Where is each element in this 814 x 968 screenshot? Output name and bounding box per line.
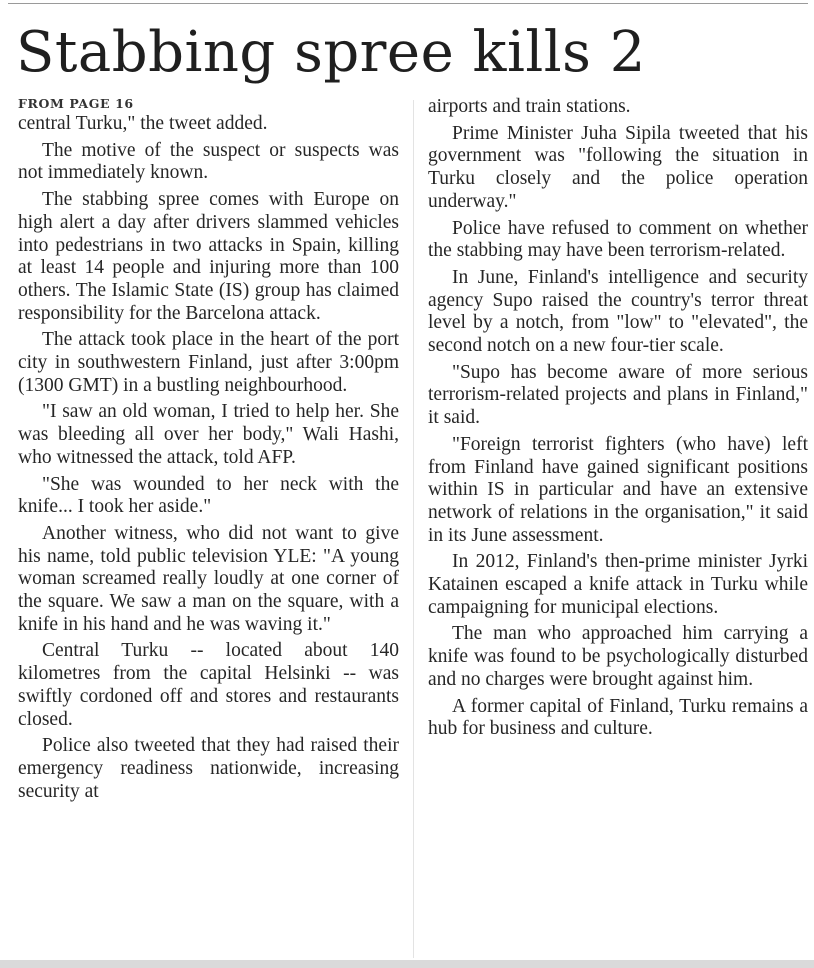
paragraph: In 2012, Finland's then-prime minister Jyrki Katainen escaped a knife attack in Turku while campaigning for municipal elections. — [428, 551, 808, 618]
paragraph: The stabbing spree comes with Europe on high alert a day after drivers slammed vehicles into pedestrians in two attacks in Spain, killing at least 14 people and injuring more than 100 others. The Islamic State (IS) group has claimed responsibility for the Barcelona attack. — [18, 189, 399, 324]
column-divider — [413, 100, 414, 958]
paragraph: central Turku," the tweet added. — [18, 113, 268, 134]
paragraph: The motive of the suspect or suspects was not immediately known. — [18, 139, 399, 184]
paragraph: Central Turku -- located about 140 kilometres from the capital Helsinki -- was swiftly cordoned off and stores and restaurants closed. — [18, 640, 399, 730]
paragraph: Police also tweeted that they had raised their emergency readiness nationwide, increasing security at — [18, 735, 399, 802]
paragraph: The attack took place in the heart of the port city in southwestern Finland, just after 3:00pm (1300 GMT) in a bustling neighbourhood. — [18, 329, 399, 396]
paragraph: Another witness, who did not want to give his name, told public television YLE: "A young woman screamed really loudly at one corner of the square. We saw a man on the square, with a knife in his hand and he was waving it." — [18, 522, 399, 635]
paragraph: "Supo has become aware of more serious terrorism-related projects and plans in Finland," it said. — [428, 361, 808, 429]
paragraph: In June, Finland's intelligence and security agency Supo raised the country's terror threat level by a notch, from "low" to "elevated", the second notch on a new four-tier scale. — [428, 266, 808, 357]
paragraph: Police have refused to comment on whether the stabbing may have been terrorism-related. — [428, 217, 808, 262]
top-rule — [8, 3, 808, 4]
paragraph: The man who approached him carrying a knife was found to be psychologically disturbed and no charges were brought against him. — [428, 623, 808, 690]
continuation-kicker: FROM PAGE 16 — [18, 96, 134, 111]
paragraph: "She was wounded to her neck with the knife... I took her aside." — [18, 473, 399, 518]
headline: Stabbing spree kills 2 — [16, 20, 646, 85]
paragraph: airports and train stations. — [428, 96, 631, 117]
paragraph: "Foreign terrorist fighters (who have) left from Finland have gained significant positions within IS in particular and have an extensive network of relations in the organisation," it said in its June assessment. — [428, 433, 808, 546]
paragraph: "I saw an old woman, I tried to help her. She was bleeding all over her body," Wali Hashi, who witnessed the attack, told AFP. — [18, 401, 399, 468]
paragraph: A former capital of Finland, Turku remains a hub for business and culture. — [428, 695, 808, 740]
right-column — [428, 96, 808, 958]
bottom-band — [0, 960, 814, 968]
paragraph: Prime Minister Juha Sipila tweeted that his government was "following the situation in Turku closely and the police operation underway." — [428, 122, 808, 212]
left-column — [18, 96, 399, 958]
